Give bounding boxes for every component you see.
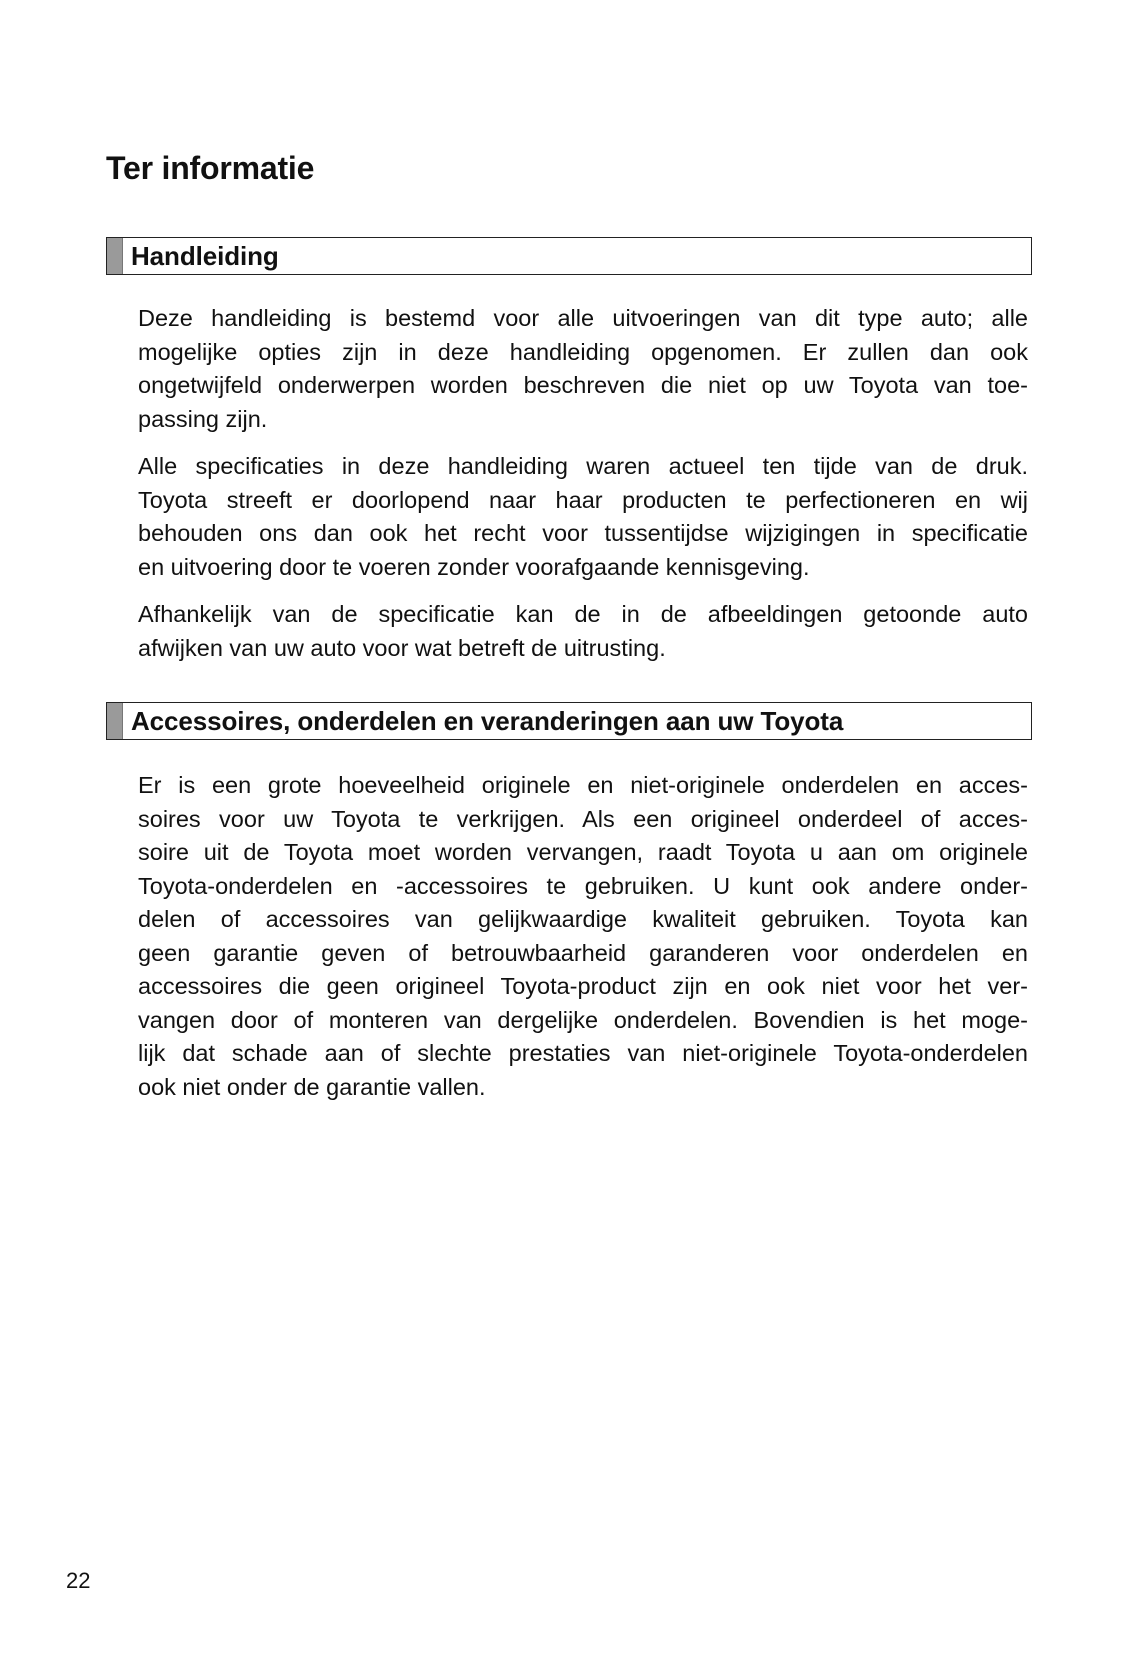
paragraph <box>138 598 1028 665</box>
text-line: lijk dat schade aan of slechte prestaties van niet-originele Toyota-onderdelen <box>138 1040 1028 1066</box>
section-heading-label: Accessoires, onderdelen en veranderingen aan uw Toyota <box>131 705 844 736</box>
text-line: ook niet onder de garantie vallen. <box>138 1073 486 1100</box>
paragraph <box>138 450 1028 584</box>
text-line: mogelijke opties zijn in deze handleiding opgenomen. Er zullen dan ook <box>138 338 1028 365</box>
text-line: en uitvoering door te voeren zonder voorafgaande kennisgeving. <box>138 553 810 580</box>
text-line: ongetwijfeld onderwerpen worden beschreven die niet op uw Toyota van toe- <box>138 372 1028 398</box>
section-heading-accessoires <box>106 702 1032 740</box>
page-title: Ter informatie <box>106 150 315 186</box>
text-line: vangen door of monteren van dergelijke onderdelen. Bovendien is het moge- <box>138 1006 1028 1033</box>
text-line: Er is een grote hoeveelheid originele en niet-originele onderdelen en acces- <box>138 772 1028 798</box>
text-line: geen garantie geven of betrouwbaarheid garanderen voor onderdelen en <box>138 939 1028 966</box>
text-line: Alle specificaties in deze handleiding waren actueel ten tijde van de druk. <box>138 453 1028 479</box>
text-line: Deze handleiding is bestemd voor alle uitvoeringen van dit type auto; alle <box>138 305 1028 331</box>
text-line: Toyota-onderdelen en -accessoires te gebruiken. U kunt ook andere onder- <box>138 872 1028 899</box>
section-marker-bar <box>107 238 123 274</box>
text-line: delen of accessoires van gelijkwaardige kwaliteit gebruiken. Toyota kan <box>138 906 1028 932</box>
page-number: 22 <box>66 1568 91 1593</box>
section-marker-bar <box>107 703 123 739</box>
section-heading-handleiding <box>106 237 1032 275</box>
text-line: afwijken van uw auto voor wat betreft de uitrusting. <box>138 634 666 661</box>
text-line: accessoires die geen origineel Toyota-product zijn en ook niet voor het ver- <box>138 973 1028 999</box>
text-line: passing zijn. <box>138 405 268 432</box>
text-line: soires voor uw Toyota te verkrijgen. Als een origineel onderdeel of acces- <box>138 805 1028 832</box>
section-heading-label: Handleiding <box>131 240 279 271</box>
paragraph <box>138 302 1028 436</box>
paragraph <box>138 769 1028 1104</box>
text-line: Afhankelijk van de specificatie kan de in de afbeeldingen getoonde auto <box>138 601 1028 627</box>
text-line: Toyota streeft er doorlopend naar haar producten te perfectioneren en wij <box>138 486 1028 513</box>
text-line: behouden ons dan ook het recht voor tussentijdse wijzigingen in specificatie <box>138 520 1028 546</box>
text-line: soire uit de Toyota moet worden vervangen, raadt Toyota u aan om originele <box>138 839 1028 865</box>
